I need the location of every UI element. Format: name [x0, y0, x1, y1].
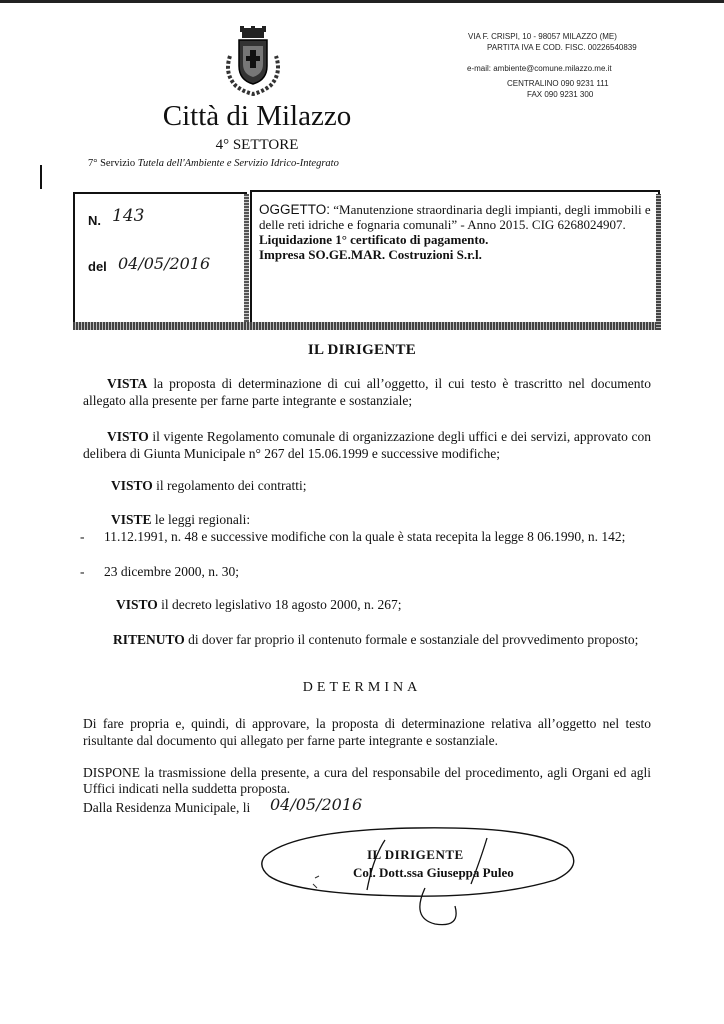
bullet-marker: - — [80, 564, 85, 579]
paragraph-visto-text: il vigente Regolamento comunale di organizzazione degli uffici e dei servizi, approvato con delibera di Giunta Municipale n° 267 del 15.06.1999 e successive modifiche; — [83, 429, 651, 461]
section-title: IL DIRIGENTE — [307, 342, 417, 358]
box-shadow-middle — [244, 194, 249, 322]
keyword-visto: VISTO — [111, 478, 153, 493]
contact-vat: PARTITA IVA E COD. FISC. 00226540839 — [487, 43, 637, 52]
list-item: 23 dicembre 2000, n. 30; — [104, 564, 239, 579]
paragraph-visto-regolamento — [83, 428, 651, 462]
box-shadow-right — [656, 194, 661, 330]
company-line: Impresa SO.GE.MAR. Costruzioni S.r.l. — [259, 247, 482, 262]
service-line — [88, 158, 339, 169]
residence-line: Dalla Residenza Municipale, li — [83, 800, 251, 815]
keyword-visto: VISTO — [107, 429, 149, 444]
paragraph-dispone: DISPONE la trasmissione della presente, a cura del responsabile del procedimento, agli Organi ed agli Uffici indicati nella suddetta proposta. — [83, 765, 651, 796]
signatory-title: IL DIRIGENTE — [367, 847, 464, 862]
paragraph-viste — [111, 511, 250, 528]
contact-phone: CENTRALINO 090 9231 111 — [507, 79, 609, 88]
margin-mark — [40, 165, 42, 189]
paragraph-vista-text: la proposta di determinazione di cui all’oggetto, il cui testo è trascritto nel documento allegato alla presente per farne parte integrante e sostanziale; — [83, 376, 651, 408]
keyword-ritenuto: RITENUTO — [113, 632, 185, 647]
bullet-marker: - — [80, 529, 85, 544]
number-label: N. — [88, 213, 101, 228]
keyword-vista: VISTA — [107, 376, 148, 391]
paragraph-vista — [83, 375, 651, 409]
signatory-name: Col. Dott.ssa Giuseppa Puleo — [353, 865, 514, 880]
city-title: Città di Milazzo — [162, 100, 352, 132]
subject-text — [259, 202, 651, 262]
sector-title: 4° SETTORE — [215, 137, 299, 153]
box-shadow-bottom — [73, 322, 660, 330]
service-number: 7° Servizio — [88, 158, 136, 169]
paragraph-approval: Di fare propria e, quindi, di approvare, la proposta di determinazione relativa all’oggetto nel testo risultante dal documento qui allegato per farne parte integrante e sostanziale. — [83, 716, 651, 748]
payment-line: Liquidazione 1° certificato di pagamento. — [259, 232, 489, 247]
contact-fax: FAX 090 9231 300 — [527, 90, 594, 99]
paragraph-contratti-text: il regolamento dei contratti; — [152, 478, 307, 493]
subject-body: “Manutenzione straordinaria degli impianti, degli immobili e delle reti idriche e fognaria comunali” - Anno 2015. CIG 6268024907. — [259, 202, 651, 232]
paragraph-ritenuto-text: di dover far proprio il contenuto formale e sostanziale del provvedimento proposto; — [184, 632, 639, 647]
date-label: del — [88, 259, 107, 274]
paragraph-ritenuto — [83, 631, 651, 648]
subject-label: OGGETTO: — [259, 202, 331, 217]
list-item: 11.12.1991, n. 48 e successive modifiche con la quale è stata recepita la legge 8 06.1990, n. 142; — [104, 529, 626, 544]
contact-address: VIA F. CRISPI, 10 - 98057 MILAZZO (ME) — [468, 32, 617, 41]
top-border — [0, 0, 724, 3]
paragraph-decreto-text: il decreto legislativo 18 agosto 2000, n. 267; — [157, 597, 402, 612]
handwritten-date: 04/05/2016 — [270, 795, 363, 814]
number-value: 143 — [112, 206, 145, 226]
coat-of-arms-icon — [222, 26, 284, 96]
keyword-visto: VISTO — [116, 597, 158, 612]
service-name: Tutela dell'Ambiente e Servizio Idrico-Integrato — [137, 158, 339, 169]
paragraph-visto-contratti — [111, 477, 306, 494]
paragraph-viste-text: le leggi regionali: — [151, 512, 251, 527]
determina-heading: DETERMINA — [302, 680, 422, 695]
paragraph-visto-decreto — [116, 596, 402, 613]
date-value: 04/05/2016 — [118, 254, 211, 273]
keyword-viste: VISTE — [111, 512, 152, 527]
contact-email: e-mail: ambiente@comune.milazzo.me.it — [467, 64, 612, 73]
